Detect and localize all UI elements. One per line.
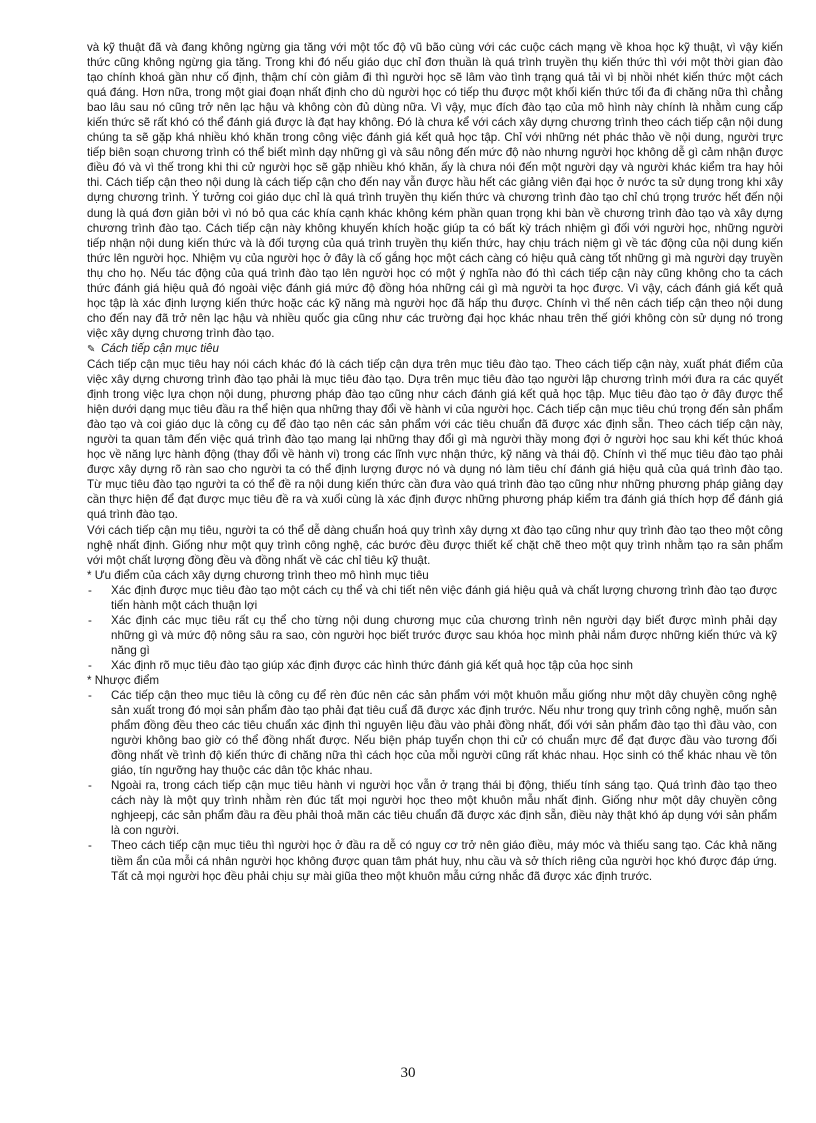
page-number: 30 xyxy=(400,1065,416,1081)
advantages-list xyxy=(87,583,783,673)
intro-paragraph: và kỹ thuật đã và đang không ngừng gia tăng với một tốc độ vũ bão cùng với các cuộc cách mạng về khoa học kỹ thuật, vì vậy kiến thức cũng không ngừng gia tăng. Trong khi đó nếu giáo dục chỉ đơn thuần là quá trình truyền thụ kiến thức thì với một thời gian đào tạo chính khoá gần như cố định, thậm chí còn giảm đi thì người học sẽ lâm vào tình trạng quá tải vì bị nhồi nhét kiến thức một cách quá đáng. Hơn nữa, trong một giai đoạn nhất định cho dù người học có tiếp thu được một khối kiến thức tối đa đi chăng nữa thì chẳng bao lâu sau nó cũng trở nên lạc hậu và không còn đủ dùng nữa. Vì vậy, mục đích đào tạo của mô hình này chính là nhằm cung cấp kiến thức sẽ rất khó có thể đánh giá được là đạt hay không. Đó là chưa kể với cách xây dựng chương trình theo cách tiếp cận nội dung chúng ta sẽ gặp khá nhiều khó khăn trong công việc đánh giá kết quả học tập. Chỉ với những nét phác thảo về nội dung, người trực tiếp biên soạn chương trình có thể biết mình dạy những gì và sâu nông đến mức độ nào nhưng người học không dễ gì cảm nhận được điều đó và vì thế trong khi thi cử người học sẽ gặp nhiều khó khăn, ấy là chưa nói đến một người dạy và người khác kiểm tra hay hỏi thi. Cách tiếp cận theo nội dung là cách tiếp cận cho đến nay vẫn được hầu hết các giảng viên đại học ở nước ta sử dụng trong khi xây dựng chương trình. Ý tưởng coi giáo dục chỉ là quá trình truyền thụ kiến thức và chương trình đào tạo chỉ chú trọng trước hết đến nội dung là quá đơn giản bởi vì nó bỏ qua các khía cạnh khác không kém phần quan trọng khi bàn về chương trình đào tạo và xây dựng chương trình đào tạo. Cách tiếp cận này không khuyến khích hoặc giúp ta có bất kỳ trách nhiệm gì đối với người học, những người tiếp nhận nội dung kiến thức và là đối tượng của quá trình truyền thụ kiến thức, hay chịu trách niệm gì về tác động của nội dung kiến thức lên người học. Nhiệm vụ của người học ở đây là cố gắng học một cách càng có hiệu quả càng tốt những gì mà người dạy truyền thụ cho họ. Nếu tác động của quá trình đào tạo lên người học có một ý nghĩa nào đó thì cách tiếp cận này cũng không cho ta cách thức đánh giá hiệu quả đó ngoài việc đánh giá mức độ đồng hóa những cái gì mà người ta học được. Vì vậy, cách đánh giá kết quả học tập là xác định lượng kiến thức hoặc các kỹ năng mà người học đã hấp thu được. Chính vì thế nên cách tiếp cận theo nội dung cho đến nay đã trở nên lạc hậu và nhiều quốc gia cũng như các trường đại học khác nhau trên thế giới không còn sử dụng nó trong việc xây dựng chương trình đào tạo. xyxy=(87,41,783,340)
list-item: - Theo cách tiếp cận mục tiêu thì người học ở đầu ra dễ có nguy cơ trở nên giáo điều, máy móc và thiếu sang tạo. Các khả năng tiềm ẩn của mỗi cá nhân người học không được quan tâm phát huy, nhu cầu và sở thích riêng của người học khó được đáp ứng. Tất cả mọi người học đều phải chịu sự mài giũa theo một khuôn mẫu cứng nhắc đã được xác định trước. xyxy=(87,838,783,883)
document-page xyxy=(87,40,783,884)
list-item: - Ngoài ra, trong cách tiếp cận mục tiêu hành vi người học vẫn ở trạng thái bị động, thiếu tính sáng tạo. Quá trình đào tạo theo cách này là một quy trình nhằm rèn đúc tất mọi người học theo một khuôn mẫu nhất định. Giống như một dây chuyền công nghjeepj, các sản phẩm đầu ra đều phải thoả mãn các tiêu chuẩn đã được xác định sẵn, điều này thật khó áp dụng với sản phẩm là con người. xyxy=(87,778,783,838)
section-heading xyxy=(87,341,783,357)
list-item: - Xác định các mục tiêu rất cụ thể cho từng nội dung chương mục của chương trình nên người dạy biết được mình phải dạy những gì và mức độ nông sâu ra sao, còn người học biết trước được sau khóa học mình phải nắm được những kiến thức và kỹ năng gì xyxy=(87,613,783,658)
objective-approach-paragraph: Cách tiếp cận mục tiêu hay nói cách khác đó là cách tiếp cận dựa trên mục tiêu đào tạo. Theo cách tiếp cận này, xuất phát điểm của việc xây dựng chương trình đào tạo phải là mục tiêu đào tạo. Dựa trên mục tiêu đào tạo người lập chương trình mới đưa ra các quyết định trong việc lựa chọn nội dung, phương pháp đào tạo cũng như cách đánh giá kết quả học tập. Mục tiêu đào tạo ở đây được thể hiện dưới dạng mục tiêu đầu ra thể hiện qua những thay đổi về hành vi của người học. Cách tiếp cận mục tiêu chú trọng đến sản phẩm đào tạo và coi giáo dục là công cụ để đào tạo nên các sản phẩm với các tiêu chuẩn đã được xác định sẵn. Theo cách tiếp cận này, người ta quan tâm đến việc quá trình đào tạo mang lại những thay đổi gì mà người thầy mong đợi ở người học sau khi kết thúc khoá học về năng lực hành động (thay đổi về hành vi) trong các lĩnh vực nhận thức, kỹ năng và thái độ. Chính vì thế mục tiêu đào tạo phải được xây dựng rõ ràn sao cho người ta có thể định lượng được nó và dụng nó làm tiêu chí đánh giá hiệu quả của quá trình đào tạo. Từ mục tiêu đào tạo người ta có thể đề ra nội dung kiến thức cần đưa vào quá trình đào tạo cũng như những phương pháp giảng dạy cần thực hiện để đạt được mục tiêu đề ra và xuối cùng là xác định được những phương pháp kiểm tra đánh giá thích hợp để đánh giá quá trình đào tạo. xyxy=(87,357,783,522)
advantages-heading: * Ưu điểm của cách xây dựng chương trình theo mô hình mục tiêu xyxy=(87,568,429,582)
list-item: - Xác định rõ mục tiêu đào tạo giúp xác định được các hình thức đánh giá kết quả học tập của học sinh xyxy=(87,658,783,673)
list-item: - Xác định được mục tiêu đào tạo một cách cụ thể và chi tiết nên việc đánh giá hiệu quả và chất lượng chương trình đào tạo được tiến hành một cách thuận lợi xyxy=(87,583,783,613)
section-heading-text: Cách tiếp cận mục tiêu xyxy=(101,341,219,355)
disadvantages-list xyxy=(87,688,783,884)
pencil-icon: ✎ xyxy=(87,343,96,355)
disadvantages-heading: * Nhược điểm xyxy=(87,673,160,687)
list-item: - Các tiếp cận theo mục tiêu là công cụ để rèn đúc nên các sản phẩm với một khuôn mẫu giống như một dây chuyền công nghệ sản xuất trong đó mọi sản phẩm đào tạo phải đạt tiêu cuẩ đã được xác định trước. Nếu như trong quy trình công nghệ, muốn sản phẩm đồng đều theo các tiêu chuẩn xác định thì nguyên liệu đầu vào phải đồng nhất, đối với sản phẩm đào tạo thì đầu vào, con người không bao giờ có thể đồng nhất được. Nếu biện pháp tuyển chọn thi cử có chuẩn mực để đạt được đầu vào tương đối đồng nhất về trình độ kiến thức đi chăng nữa thì cách học của mỗi người cũng rất khác nhau. Học sinh có thể khác nhau về tôn giáo, tín ngưỡng hay thuộc các dân tộc khác nhau. xyxy=(87,688,783,778)
standardization-paragraph: Với cách tiếp cận mụ tiêu, người ta có thể dễ dàng chuẩn hoá quy trình xây dựng xt đào tạo cũng như quy trình đào tạo theo một công nghệ nhất định. Giống như một quy trình công nghệ, các bước đều được thiết kế chặt chẽ theo một quy trình nhằm tạo ra sản phẩm với một chất lượng đồng đều và đồng nhất về các chỉ tiêu kỹ thuật. xyxy=(87,523,783,567)
